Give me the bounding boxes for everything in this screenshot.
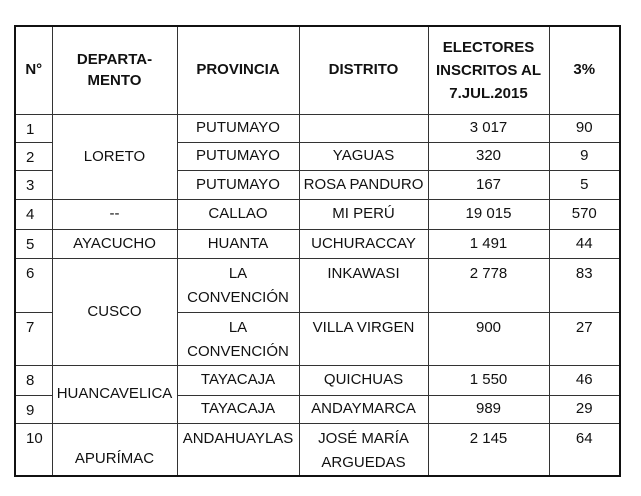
department-cell: -- xyxy=(52,199,177,229)
header-departamento: DEPARTA- MENTO xyxy=(52,26,177,114)
province-cell: PUTUMAYO xyxy=(177,142,299,170)
table-row xyxy=(15,229,620,258)
row-number: 5 xyxy=(15,229,52,258)
percent-cell: 9 xyxy=(549,142,620,170)
table-row xyxy=(15,365,620,395)
percent-cell: 46 xyxy=(549,365,620,395)
province-cell: LA CONVENCIÓN xyxy=(177,258,299,312)
department-cell: HUANCAVELICA xyxy=(52,365,177,423)
province-cell: HUANTA xyxy=(177,229,299,258)
row-number: 6 xyxy=(15,258,52,312)
electors-cell: 2 145 xyxy=(428,423,549,476)
district-cell: QUICHUAS xyxy=(299,365,428,395)
district-cell: MI PERÚ xyxy=(299,199,428,229)
table-row xyxy=(15,199,620,229)
district-cell: ANDAYMARCA xyxy=(299,395,428,423)
district-cell: ROSA PANDURO xyxy=(299,170,428,199)
table-row xyxy=(15,258,620,312)
header-provincia: PROVINCIA xyxy=(177,26,299,114)
province-cell: TAYACAJA xyxy=(177,365,299,395)
header-electores: ELECTORES INSCRITOS AL 7.JUL.2015 xyxy=(428,26,549,114)
row-number: 8 xyxy=(15,365,52,395)
district-cell: JOSÉ MARÍA ARGUEDAS xyxy=(299,423,428,476)
province-cell: PUTUMAYO xyxy=(177,170,299,199)
row-number: 10 xyxy=(15,423,52,476)
percent-cell: 90 xyxy=(549,114,620,142)
row-number: 3 xyxy=(15,170,52,199)
row-number: 7 xyxy=(15,312,52,365)
district-cell: INKAWASI xyxy=(299,258,428,312)
header-n: N° xyxy=(15,26,52,114)
electors-cell: 989 xyxy=(428,395,549,423)
percent-cell: 5 xyxy=(549,170,620,199)
district-cell xyxy=(299,114,428,142)
electors-cell: 2 778 xyxy=(428,258,549,312)
electors-cell: 19 015 xyxy=(428,199,549,229)
district-cell: UCHURACCAY xyxy=(299,229,428,258)
province-cell: CALLAO xyxy=(177,199,299,229)
percent-cell: 570 xyxy=(549,199,620,229)
province-cell: ANDAHUAYLAS xyxy=(177,423,299,476)
header-pct: 3% xyxy=(549,26,620,114)
electors-table xyxy=(14,25,621,477)
electors-cell: 1 550 xyxy=(428,365,549,395)
header-distrito: DISTRITO xyxy=(299,26,428,114)
electors-cell: 3 017 xyxy=(428,114,549,142)
electors-cell: 320 xyxy=(428,142,549,170)
department-cell: CUSCO xyxy=(52,258,177,365)
percent-cell: 83 xyxy=(549,258,620,312)
province-cell: LA CONVENCIÓN xyxy=(177,312,299,365)
percent-cell: 27 xyxy=(549,312,620,365)
department-cell: AYACUCHO xyxy=(52,229,177,258)
electors-cell: 167 xyxy=(428,170,549,199)
row-number: 9 xyxy=(15,395,52,423)
province-cell: PUTUMAYO xyxy=(177,114,299,142)
electors-cell: 1 491 xyxy=(428,229,549,258)
department-cell: LORETO xyxy=(52,114,177,199)
table-row xyxy=(15,114,620,142)
electors-cell: 900 xyxy=(428,312,549,365)
row-number: 2 xyxy=(15,142,52,170)
table-row xyxy=(15,423,620,476)
department-cell: APURÍMAC xyxy=(52,423,177,476)
row-number: 1 xyxy=(15,114,52,142)
province-cell: TAYACAJA xyxy=(177,395,299,423)
percent-cell: 29 xyxy=(549,395,620,423)
district-cell: YAGUAS xyxy=(299,142,428,170)
percent-cell: 44 xyxy=(549,229,620,258)
percent-cell: 64 xyxy=(549,423,620,476)
header-row xyxy=(15,26,620,114)
district-cell: VILLA VIRGEN xyxy=(299,312,428,365)
row-number: 4 xyxy=(15,199,52,229)
